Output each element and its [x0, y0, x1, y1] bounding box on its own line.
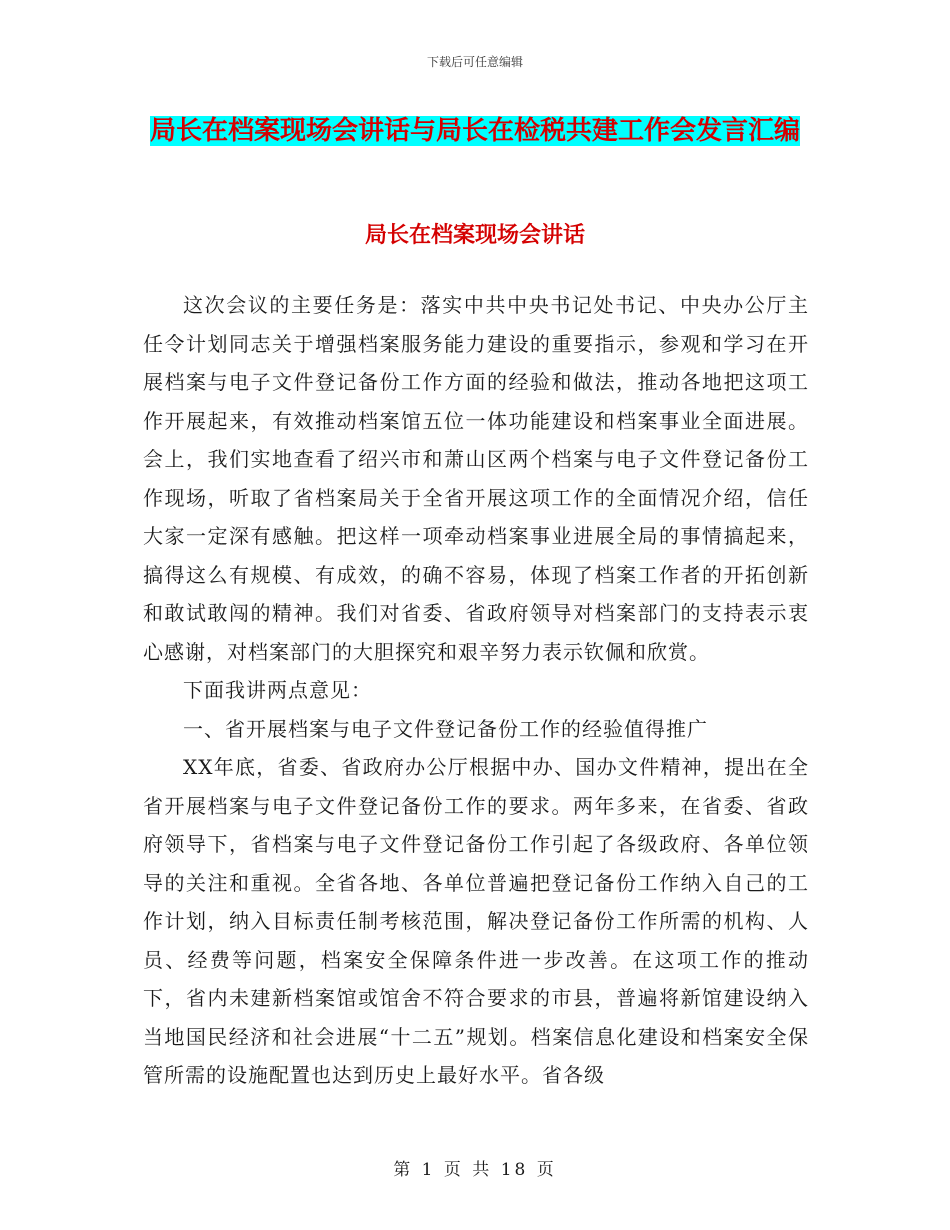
body-paragraph: 一、省开展档案与电子文件登记备份工作的经验值得推广 — [183, 716, 708, 741]
document-body — [143, 286, 809, 1095]
section-title: 局长在档案现场会讲话 — [364, 223, 585, 248]
page-number: 第 1 页 共 18 页 — [393, 1160, 557, 1180]
body-paragraph: 这次会议的主要任务是：落实中共中央书记处书记、中央办公厅主任令计划同志关于增强档案服务能力建设的重要指示，参观和学习在开展档案与电子文件登记备份工作方面的经验和做法，推动各地把这项工作开展起来，有效推动档案馆五位一体功能建设和档案事业全面进展。会上，我们实地查看了绍兴市和萧山区两个档案与电子文件登记备份工作现场，听取了省档案局关于全省开展这项工作的全面情况介绍，信任大家一定深有感触。把这样一项牵动档案事业进展全局的事情搞起来，搞得这么有规模、有成效，的确不容易，体现了档案工作者的开拓创新和敢试敢闯的精神。我们对省委、省政府领导对档案部门的支持表示衷心感谢，对档案部门的大胆探究和艰辛努力表示钦佩和欣赏。 — [143, 293, 809, 664]
page-header-note: 下载后可任意编辑 — [426, 55, 523, 69]
body-paragraph: 下面我讲两点意见： — [183, 678, 372, 702]
document-title — [140, 108, 810, 154]
document-title-text: 局长在档案现场会讲话与局长在检税共建工作会发言汇编 — [149, 116, 800, 146]
body-paragraph: XX年底，省委、省政府办公厅根据中办、国办文件精神，提出在全省开展档案与电子文件登记备份工作的要求。两年多来，在省委、省政府领导下，省档案与电子文件登记备份工作引起了各级政府、各单位领导的关注和重视。全省各地、各单位普遍把登记备份工作纳入自己的工作计划，纳入目标责任制考核范围，解决登记备份工作所需的机构、人员、经费等问题，档案安全保障条件进一步改善。在这项工作的推动下，省内未建新档案馆或馆舍不符合要求的市县，普遍将新馆建设纳入当地国民经济和社会进展“十二五”规划。档案信息化建设和档案安全保管所需的设施配置也达到历史上最好水平。省各级 — [143, 755, 809, 1087]
